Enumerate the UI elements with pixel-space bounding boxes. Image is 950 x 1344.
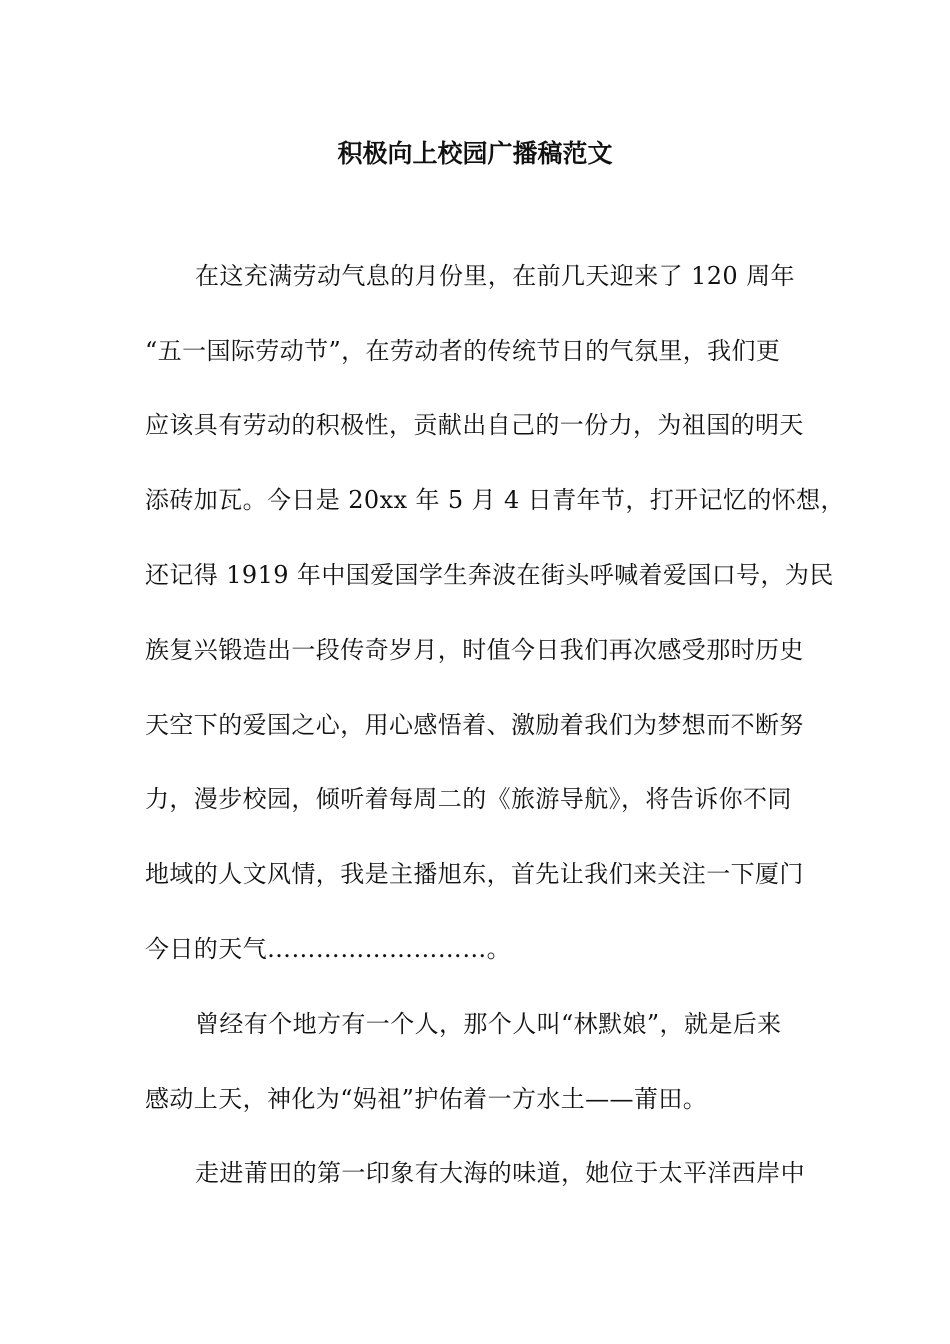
paragraph-line: 感动上天，神化为“妈祖”护佑着一方水土——莆田。	[145, 1085, 708, 1113]
paragraph-line: 地域的人文风情，我是主播旭东，首先让我们来关注一下厦门	[145, 860, 804, 888]
paragraph-line: 还记得 1919 年中国爱国学生奔波在街头呼喊着爱国口号，为民	[145, 561, 834, 589]
paragraph-line: 曾经有个地方有一个人，那个人叫“林默娘”，就是后来	[195, 1010, 782, 1038]
paragraph-line: 力，漫步校园，倾听着每周二的《旅游导航》，将告诉你不同	[145, 785, 792, 813]
paragraph-line: 在这充满劳动气息的月份里，在前几天迎来了 120 周年	[195, 262, 795, 290]
paragraph-line: 天空下的爱国之心，用心感悟着、激励着我们为梦想而不断努	[145, 711, 804, 739]
document-title: 积极向上校园广播稿范文	[337, 139, 613, 168]
paragraph-line: 今日的天气………………………。	[145, 935, 511, 963]
paragraph-line: 应该具有劳动的积极性，贡献出自己的一份力，为祖国的明天	[145, 411, 804, 439]
paragraph-line: “五一国际劳动节”，在劳动者的传统节日的气氛里，我们更	[145, 337, 781, 365]
paragraph-line: 走进莆田的第一印象有大海的味道，她位于太平洋西岸中	[195, 1159, 805, 1187]
paragraph-line: 族复兴锻造出一段传奇岁月，时值今日我们再次感受那时历史	[145, 636, 804, 664]
paragraph-line: 添砖加瓦。今日是 20xx 年 5 月 4 日青年节，打开记忆的怀想，	[145, 486, 845, 514]
